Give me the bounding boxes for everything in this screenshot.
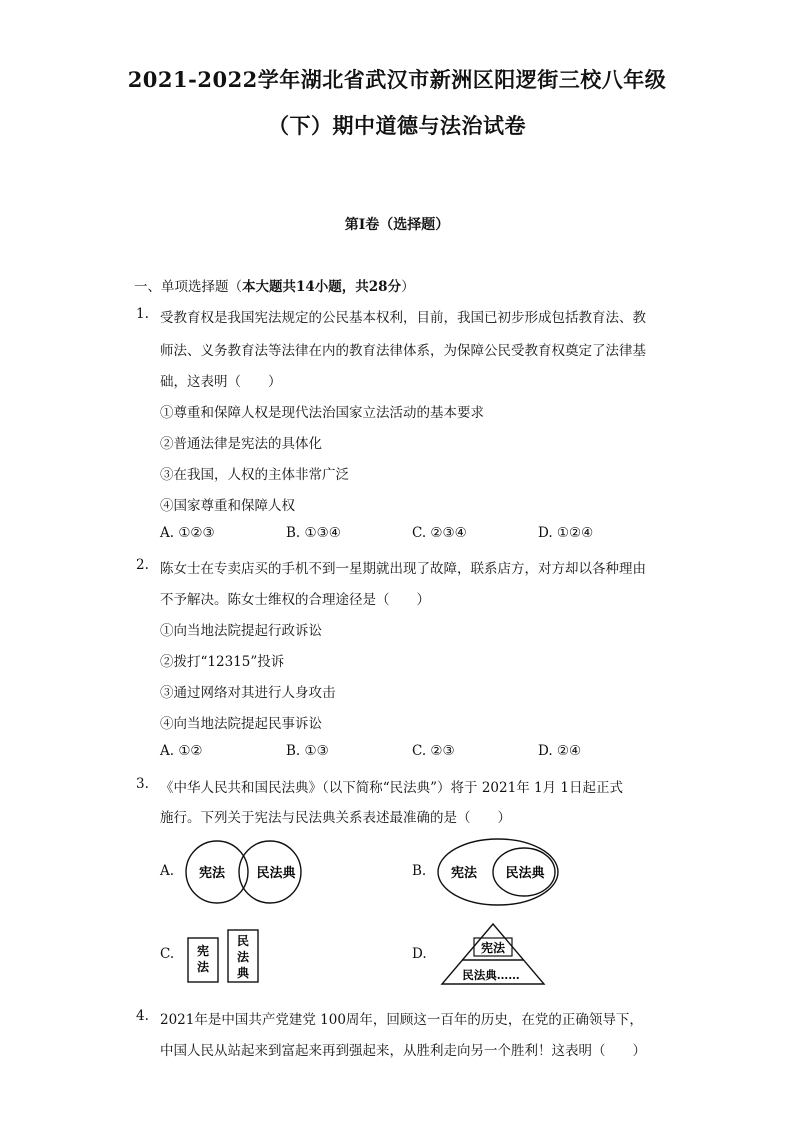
statement-item: ②拨打“12315”投诉 — [160, 654, 285, 670]
option-a[interactable]: A. — [160, 863, 175, 879]
diagram-d-pyramid — [440, 922, 546, 986]
question-number: 3. — [136, 776, 149, 792]
option-b[interactable]: B. ①③ — [286, 743, 329, 759]
title-line-2: （下）期中道德与法治试卷 — [268, 113, 526, 138]
option-c[interactable]: C. ②③④ — [412, 525, 467, 541]
question-text: 施行。下列关于宪法与民法典关系表述最准确的是（ ） — [160, 810, 511, 826]
statement-item: ①向当地法院提起行政诉讼 — [160, 623, 322, 639]
statement-item: ③通过网络对其进行人身攻击 — [160, 685, 336, 701]
question-text: 师法、义务教育法等法律在内的教育法律体系，为保障公民受教育权奠定了法律基 — [160, 343, 646, 359]
option-a[interactable]: A. ①② — [160, 743, 203, 759]
statement-item: ①尊重和保障人权是现代法治国家立法活动的基本要求 — [160, 405, 484, 421]
diagram-a-venn — [180, 838, 320, 906]
civil-code-label: 民法典 — [505, 866, 545, 881]
option-d[interactable]: D. — [412, 946, 427, 962]
section-heading — [134, 275, 415, 295]
section-bold: 本大题共14小题，共28分 — [242, 279, 402, 295]
question-text: 受教育权是我国宪法规定的公民基本权利，目前，我国已初步形成包括教育法、教 — [160, 310, 646, 326]
option-b[interactable]: B. — [412, 863, 427, 879]
option-c[interactable]: C. ②③ — [412, 743, 455, 759]
option-d[interactable]: D. ②④ — [538, 743, 582, 759]
constitution-char: 法 — [196, 960, 210, 974]
question-number: 4. — [136, 1008, 149, 1024]
option-d[interactable]: D. ①②④ — [538, 525, 594, 541]
question-text: 陈女士在专卖店买的手机不到一星期就出现了故障，联系店方，对方却以各种理由 — [160, 561, 646, 577]
option-a[interactable]: A. ①②③ — [160, 525, 215, 541]
statement-item: ③在我国，人权的主体非常广泛 — [160, 467, 349, 483]
question-number: 2. — [136, 557, 149, 573]
section-suffix: ） — [401, 279, 415, 295]
question-text: 《中华人民共和国民法典》（以下简称“民法典”）将于 2021年 1月 1日起正式 — [160, 780, 623, 796]
title-line-1: 2021-2022学年湖北省武汉市新洲区阳逻街三校八年级 — [127, 67, 667, 92]
constitution-char: 宪 — [196, 944, 210, 958]
option-c[interactable]: C. — [160, 946, 175, 962]
statement-item: ②普通法律是宪法的具体化 — [160, 436, 322, 452]
question-text: 础，这表明（ ） — [160, 374, 282, 390]
volume-heading: 第I卷（选择题） — [344, 217, 450, 233]
diagram-b-nested — [436, 836, 562, 908]
section-prefix: 一、单项选择题（ — [134, 279, 242, 295]
constitution-label: 宪法 — [198, 866, 226, 881]
diagram-c-boxes — [186, 928, 266, 984]
civil-code-etc-label: 民法典…… — [462, 968, 520, 982]
question-text: 2021年是中国共产党建党 100周年，回顾这一百年的历史，在党的正确领导下， — [160, 1012, 643, 1028]
statement-item: ④向当地法院提起民事诉讼 — [160, 716, 322, 732]
civil-code-char: 民 — [236, 934, 250, 948]
statement-item: ④国家尊重和保障人权 — [160, 498, 295, 514]
constitution-label: 宪法 — [450, 866, 478, 881]
question-text: 不予解决。陈女士维权的合理途径是（ ） — [160, 592, 430, 608]
civil-code-char: 典 — [236, 966, 250, 980]
civil-code-char: 法 — [236, 950, 250, 964]
question-number: 1. — [136, 306, 149, 322]
question-text: 中国人民从站起来到富起来再到强起来，从胜利走向另一个胜利！这表明（ ） — [160, 1043, 646, 1059]
civil-code-label: 民法典 — [256, 866, 296, 881]
constitution-label: 宪法 — [480, 941, 506, 955]
option-b[interactable]: B. ①③④ — [286, 525, 341, 541]
